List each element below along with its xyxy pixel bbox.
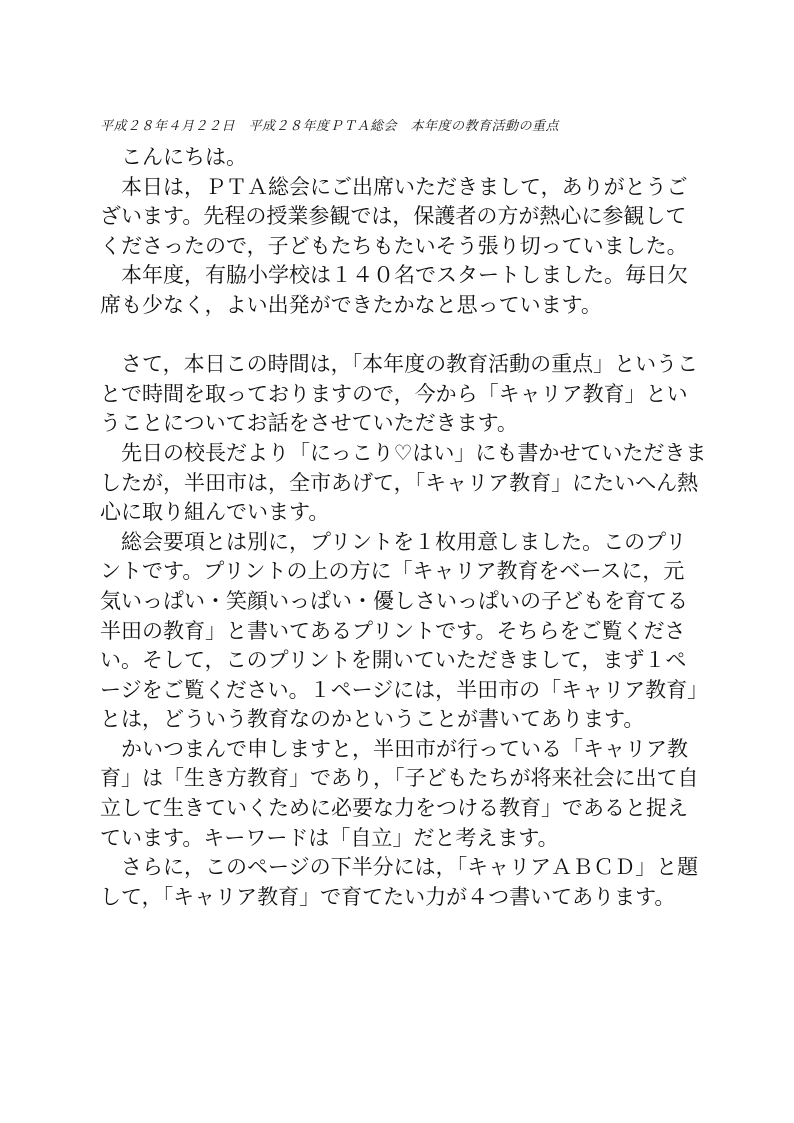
- text-line: さて，本日この時間は，「本年度の教育活動の重点」というこ: [100, 352, 699, 377]
- text-line: したが，半田市は，全市あげて，「キャリア教育」にたいへん熱: [100, 470, 699, 495]
- text-line: 席も少なく，よい出発ができたかなと思っています。: [100, 292, 602, 317]
- text-line: さらに，このページの下半分には，「キャリアＡＢＣＤ」と題: [100, 855, 699, 880]
- text-line: ージをご覧ください。１ページには，半田市の「キャリア教育」: [100, 677, 709, 702]
- text-line: して，「キャリア教育」で育てたい力が４つ書いてあります。: [100, 884, 676, 909]
- text-line: ています。キーワードは「自立」だと考えます。: [100, 825, 559, 850]
- blank-line: [100, 321, 720, 351]
- text-line: くださったので，子どもたちもたいそう張り切っていました。: [100, 233, 688, 258]
- document-body: [100, 143, 720, 912]
- text-line: い。そして，このプリントを開いていただきまして，まず１ペ: [100, 648, 687, 673]
- text-line: うことについてお話をさせていただきます。: [100, 411, 518, 436]
- text-line: 育」は「生き方教育」であり，「子どもたちが将来社会に出て自: [100, 766, 699, 791]
- text-line: 先日の校長だより「にっこり♡はい」にも書かせていただきま: [100, 440, 707, 465]
- text-line: 半田の教育」と書いてあるプリントです。そちらをご覧くださ: [100, 618, 686, 643]
- text-line: 本年度，有脇小学校は１４０名でスタートしました。毎日欠: [100, 263, 688, 288]
- text-line: 本日は，ＰＴＡ総会にご出席いただきまして，ありがとうご: [100, 174, 688, 199]
- document-header: 平成２８年４月２２日 平成２８年度ＰＴＡ総会 本年度の教育活動の重点: [100, 119, 560, 134]
- text-line: ざいます。先程の授業参観では，保護者の方が熱心に参観して: [100, 204, 687, 229]
- text-line: こんにちは。: [100, 145, 247, 169]
- text-line: 気いっぱい・笑顔いっぱい・優しさいっぱいの子どもを育てる: [100, 588, 688, 613]
- text-line: 総会要項とは別に，プリントを１枚用意しました。このプリ: [100, 529, 687, 554]
- text-line: 心に取り組んでいます。: [100, 500, 330, 525]
- text-line: とは，どういう教育なのかということが書いてあります。: [100, 707, 645, 732]
- text-line: ントです。プリントの上の方に「キャリア教育をベースに，元: [100, 559, 685, 584]
- text-line: かいつまんで申しますと，半田市が行っている「キャリア教: [100, 736, 688, 761]
- text-line: とで時間を取っておりますので，今から「キャリア教育」とい: [100, 381, 688, 406]
- text-line: 立して生きていくために必要な力をつける教育」であると捉え: [100, 796, 688, 821]
